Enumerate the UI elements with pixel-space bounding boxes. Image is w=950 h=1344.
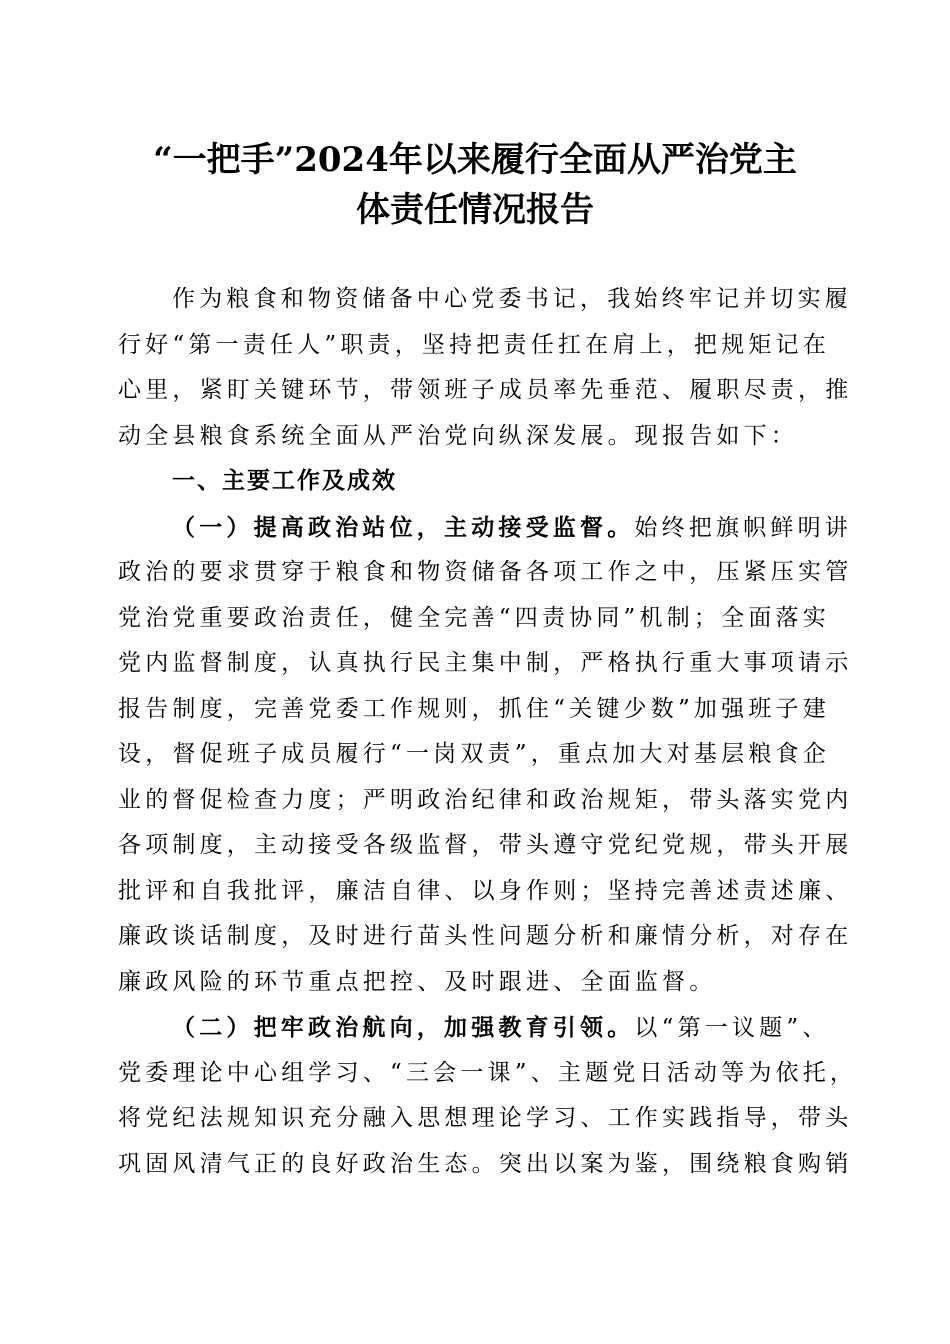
intro-line-4: 动全县粮食系统全面从严治党向纵深发展。现报告如下： <box>118 422 798 449</box>
sub2-heading: （二）把牢政治航向，加强教育引领。 <box>172 1014 635 1041</box>
sub1-first-line-rest: 始终把旗帜鲜明讲 <box>634 514 853 541</box>
intro-line-1: 作为粮食和物资储备中心党委书记，我始终牢记并切实履 <box>172 286 852 312</box>
intro-line-3: 心里，紧盯关键环节，带领班子成员率先垂范、履职尽责，推 <box>118 377 853 403</box>
sub1-line: 廉政谈话制度，及时进行苗头性问题分析和廉情分析，对存在 <box>118 923 853 949</box>
sub2-line: 巩固风清气正的良好政治生态。突出以案为鉴，围绕粮食购销 <box>118 1150 853 1177</box>
sub2-line: 党委理论中心组学习、“三会一课”、主题党日活动等为依托， <box>118 1059 858 1086</box>
sub2-first-line <box>118 1005 833 1051</box>
sub1-first-line <box>118 505 853 551</box>
section-heading-1: 一、主要工作及成效 <box>172 468 397 494</box>
sub1-line: 政治的要求贯穿于粮食和物资储备各项工作之中，压紧压实管 <box>118 559 853 585</box>
sub1-line: 廉政风险的环节重点把控、及时跟进、全面监督。 <box>118 968 717 995</box>
title-line-1: “一把手”2024年以来履行全面从严治党主 <box>153 140 797 180</box>
title-line-2: 体责任情况报告 <box>356 190 594 230</box>
sub1-line: 党内监督制度，认真执行民主集中制，严格执行重大事项请示 <box>118 650 853 676</box>
sub2-line: 将党纪法规知识充分融入思想理论学习、工作实践指导，带头 <box>118 1105 853 1131</box>
document-body <box>118 277 858 1187</box>
sub1-line: 各项制度，主动接受各级监督，带头遵守党纪党规，带头开展 <box>118 832 853 858</box>
document-title <box>100 135 850 235</box>
sub1-line: 批评和自我批评，廉洁自律、以身作则；坚持完善述责述廉、 <box>118 877 853 904</box>
sub1-line: 设，督促班子成员履行“一岗双责”，重点加大对基层粮食企 <box>118 741 830 767</box>
sub1-line: 党治党重要政治责任，健全完善“四责协同”机制；全面落实 <box>118 604 830 631</box>
sub2-first-line-rest: 以“第一议题”、 <box>634 1015 830 1041</box>
sub1-heading: （一）提高政治站位，主动接受监督。 <box>172 513 635 541</box>
sub1-line: 业的督促检查力度；严明政治纪律和政治规矩，带头落实党内 <box>118 786 853 813</box>
intro-line-2: 行好“第一责任人”职责，坚持把责任扛在肩上，把规矩记在 <box>118 331 830 358</box>
sub1-line: 报告制度，完善党委工作规则，抓住“关键少数”加强班子建 <box>118 695 830 722</box>
